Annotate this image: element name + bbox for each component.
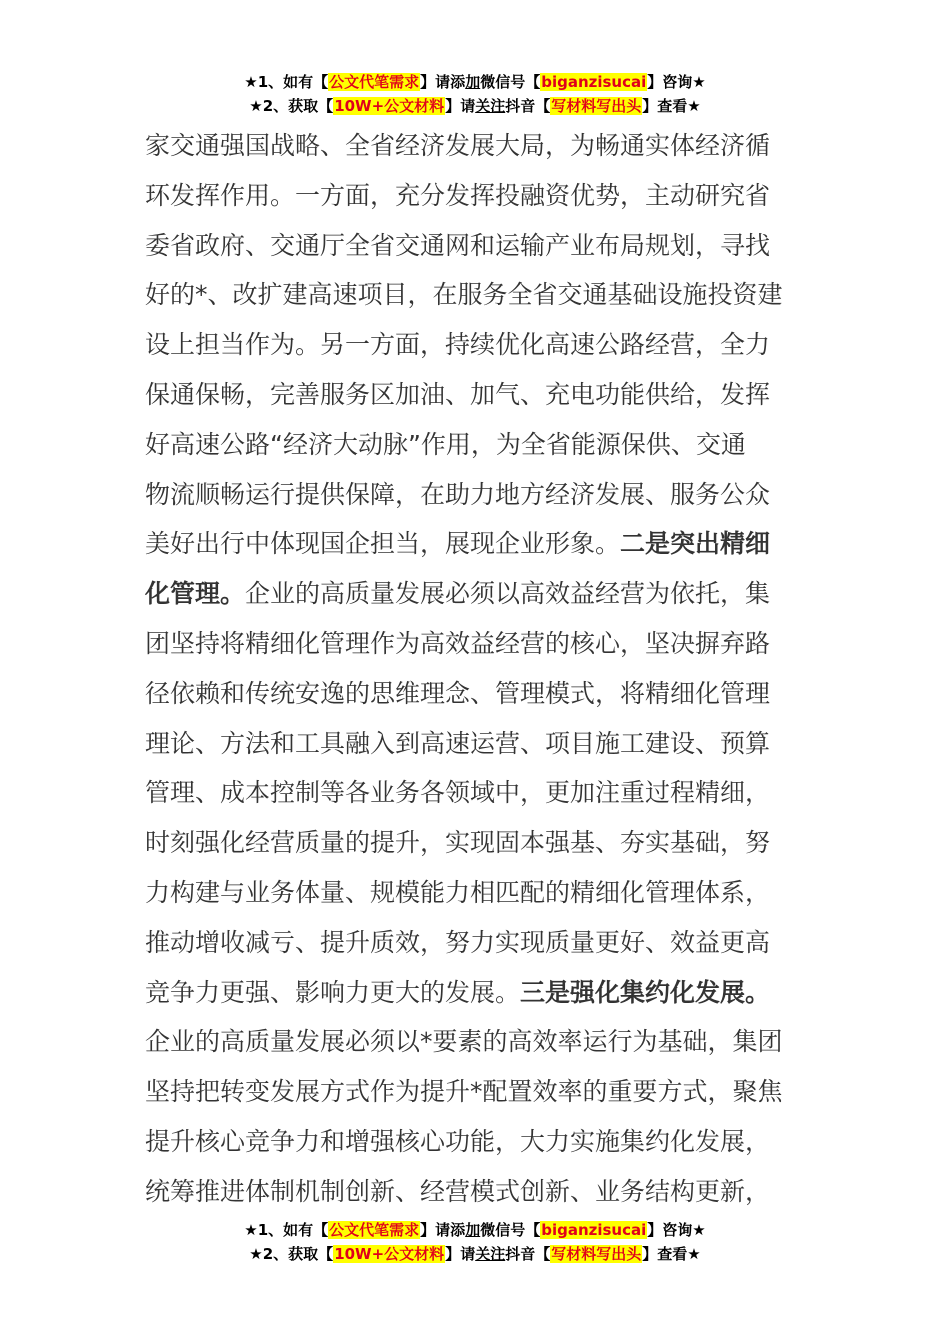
- banner-line-1: ★1、如有【公文代笔需求】请添加微信号【biganzisucai】咨询★: [244, 1221, 706, 1239]
- body-line: 径依赖和传统安逸的思维理念、管理模式，将精细化管理: [145, 678, 771, 708]
- banner-line-2: ★2、获取【10W+公文材料】请关注抖音【写材料写出头】查看★: [249, 97, 701, 115]
- body-line: 提升核心竞争力和增强核心功能，大力实施集约化发展，: [145, 1126, 771, 1156]
- highlight-wechat-id: biganzisucai: [541, 73, 647, 91]
- banner-line-1: ★1、如有【公文代笔需求】请添加微信号【biganzisucai】咨询★: [244, 73, 706, 91]
- section-heading-2-cont: 化管理。: [145, 579, 246, 609]
- highlight-douyin-account: 写材料写出头: [551, 1245, 642, 1263]
- body-line: 推动增收减亏、提升质效，努力实现质量更好、效益更高: [145, 927, 771, 957]
- highlight-materials: 10W+公文材料: [334, 1245, 445, 1263]
- body-line: 理论、方法和工具融入到高速运营、项目施工建设、预算: [145, 728, 771, 758]
- body-line: 竞争力更强、影响力更大的发展。三是强化集约化发展。: [145, 977, 771, 1007]
- document-body: [145, 121, 807, 1217]
- body-line: 保通保畅，完善服务区加油、加气、充电功能供给，发挥: [145, 379, 771, 409]
- highlight-service: 公文代笔需求: [329, 73, 420, 91]
- body-line: 团坚持将精细化管理作为高效益经营的核心，坚决摒弃路: [145, 628, 771, 658]
- body-line: 物流顺畅运行提供保障，在助力地方经济发展、服务公众: [145, 479, 771, 509]
- section-heading-3: 三是强化集约化发展。: [520, 977, 771, 1007]
- body-line: 好高速公路“经济大动脉”作用，为全省能源保供、交通: [145, 429, 746, 459]
- body-line: 设上担当作为。另一方面，持续优化高速公路经营，全力: [145, 330, 771, 360]
- highlight-service: 公文代笔需求: [329, 1221, 420, 1239]
- header-banner: [0, 70, 950, 118]
- body-line: 统筹推进体制机制创新、经营模式创新、业务结构更新，: [145, 1176, 771, 1206]
- body-line: 美好出行中体现国企担当，展现企业形象。二是突出精细: [145, 529, 771, 559]
- footer-banner: [0, 1218, 950, 1266]
- highlight-douyin-account: 写材料写出头: [551, 97, 642, 115]
- body-line: 环发挥作用。一方面，充分发挥投融资优势，主动研究省: [145, 180, 771, 210]
- body-line: 管理、成本控制等各业务各领域中，更加注重过程精细，: [145, 778, 771, 808]
- body-line: 委省政府、交通厅全省交通网和运输产业布局规划，寻找: [145, 230, 771, 260]
- body-line: 化管理。企业的高质量发展必须以高效益经营为依托，集: [145, 579, 771, 609]
- body-line: 家交通强国战略、全省经济发展大局，为畅通实体经济循: [145, 131, 771, 160]
- body-line: 时刻强化经营质量的提升，实现固本强基、夯实基础，努: [145, 828, 771, 858]
- banner-line-2: ★2、获取【10W+公文材料】请关注抖音【写材料写出头】查看★: [249, 1245, 701, 1263]
- highlight-wechat-id: biganzisucai: [541, 1221, 647, 1239]
- body-line: 坚持把转变发展方式作为提升*配置效率的重要方式，聚焦: [145, 1077, 783, 1107]
- highlight-materials: 10W+公文材料: [334, 97, 445, 115]
- body-line: 企业的高质量发展必须以*要素的高效率运行为基础，集团: [145, 1027, 783, 1057]
- section-heading-2: 二是突出精细: [620, 529, 771, 559]
- body-line: 好的*、改扩建高速项目，在服务全省交通基础设施投资建: [145, 280, 783, 310]
- body-line: 力构建与业务体量、规模能力相匹配的精细化管理体系，: [145, 877, 771, 907]
